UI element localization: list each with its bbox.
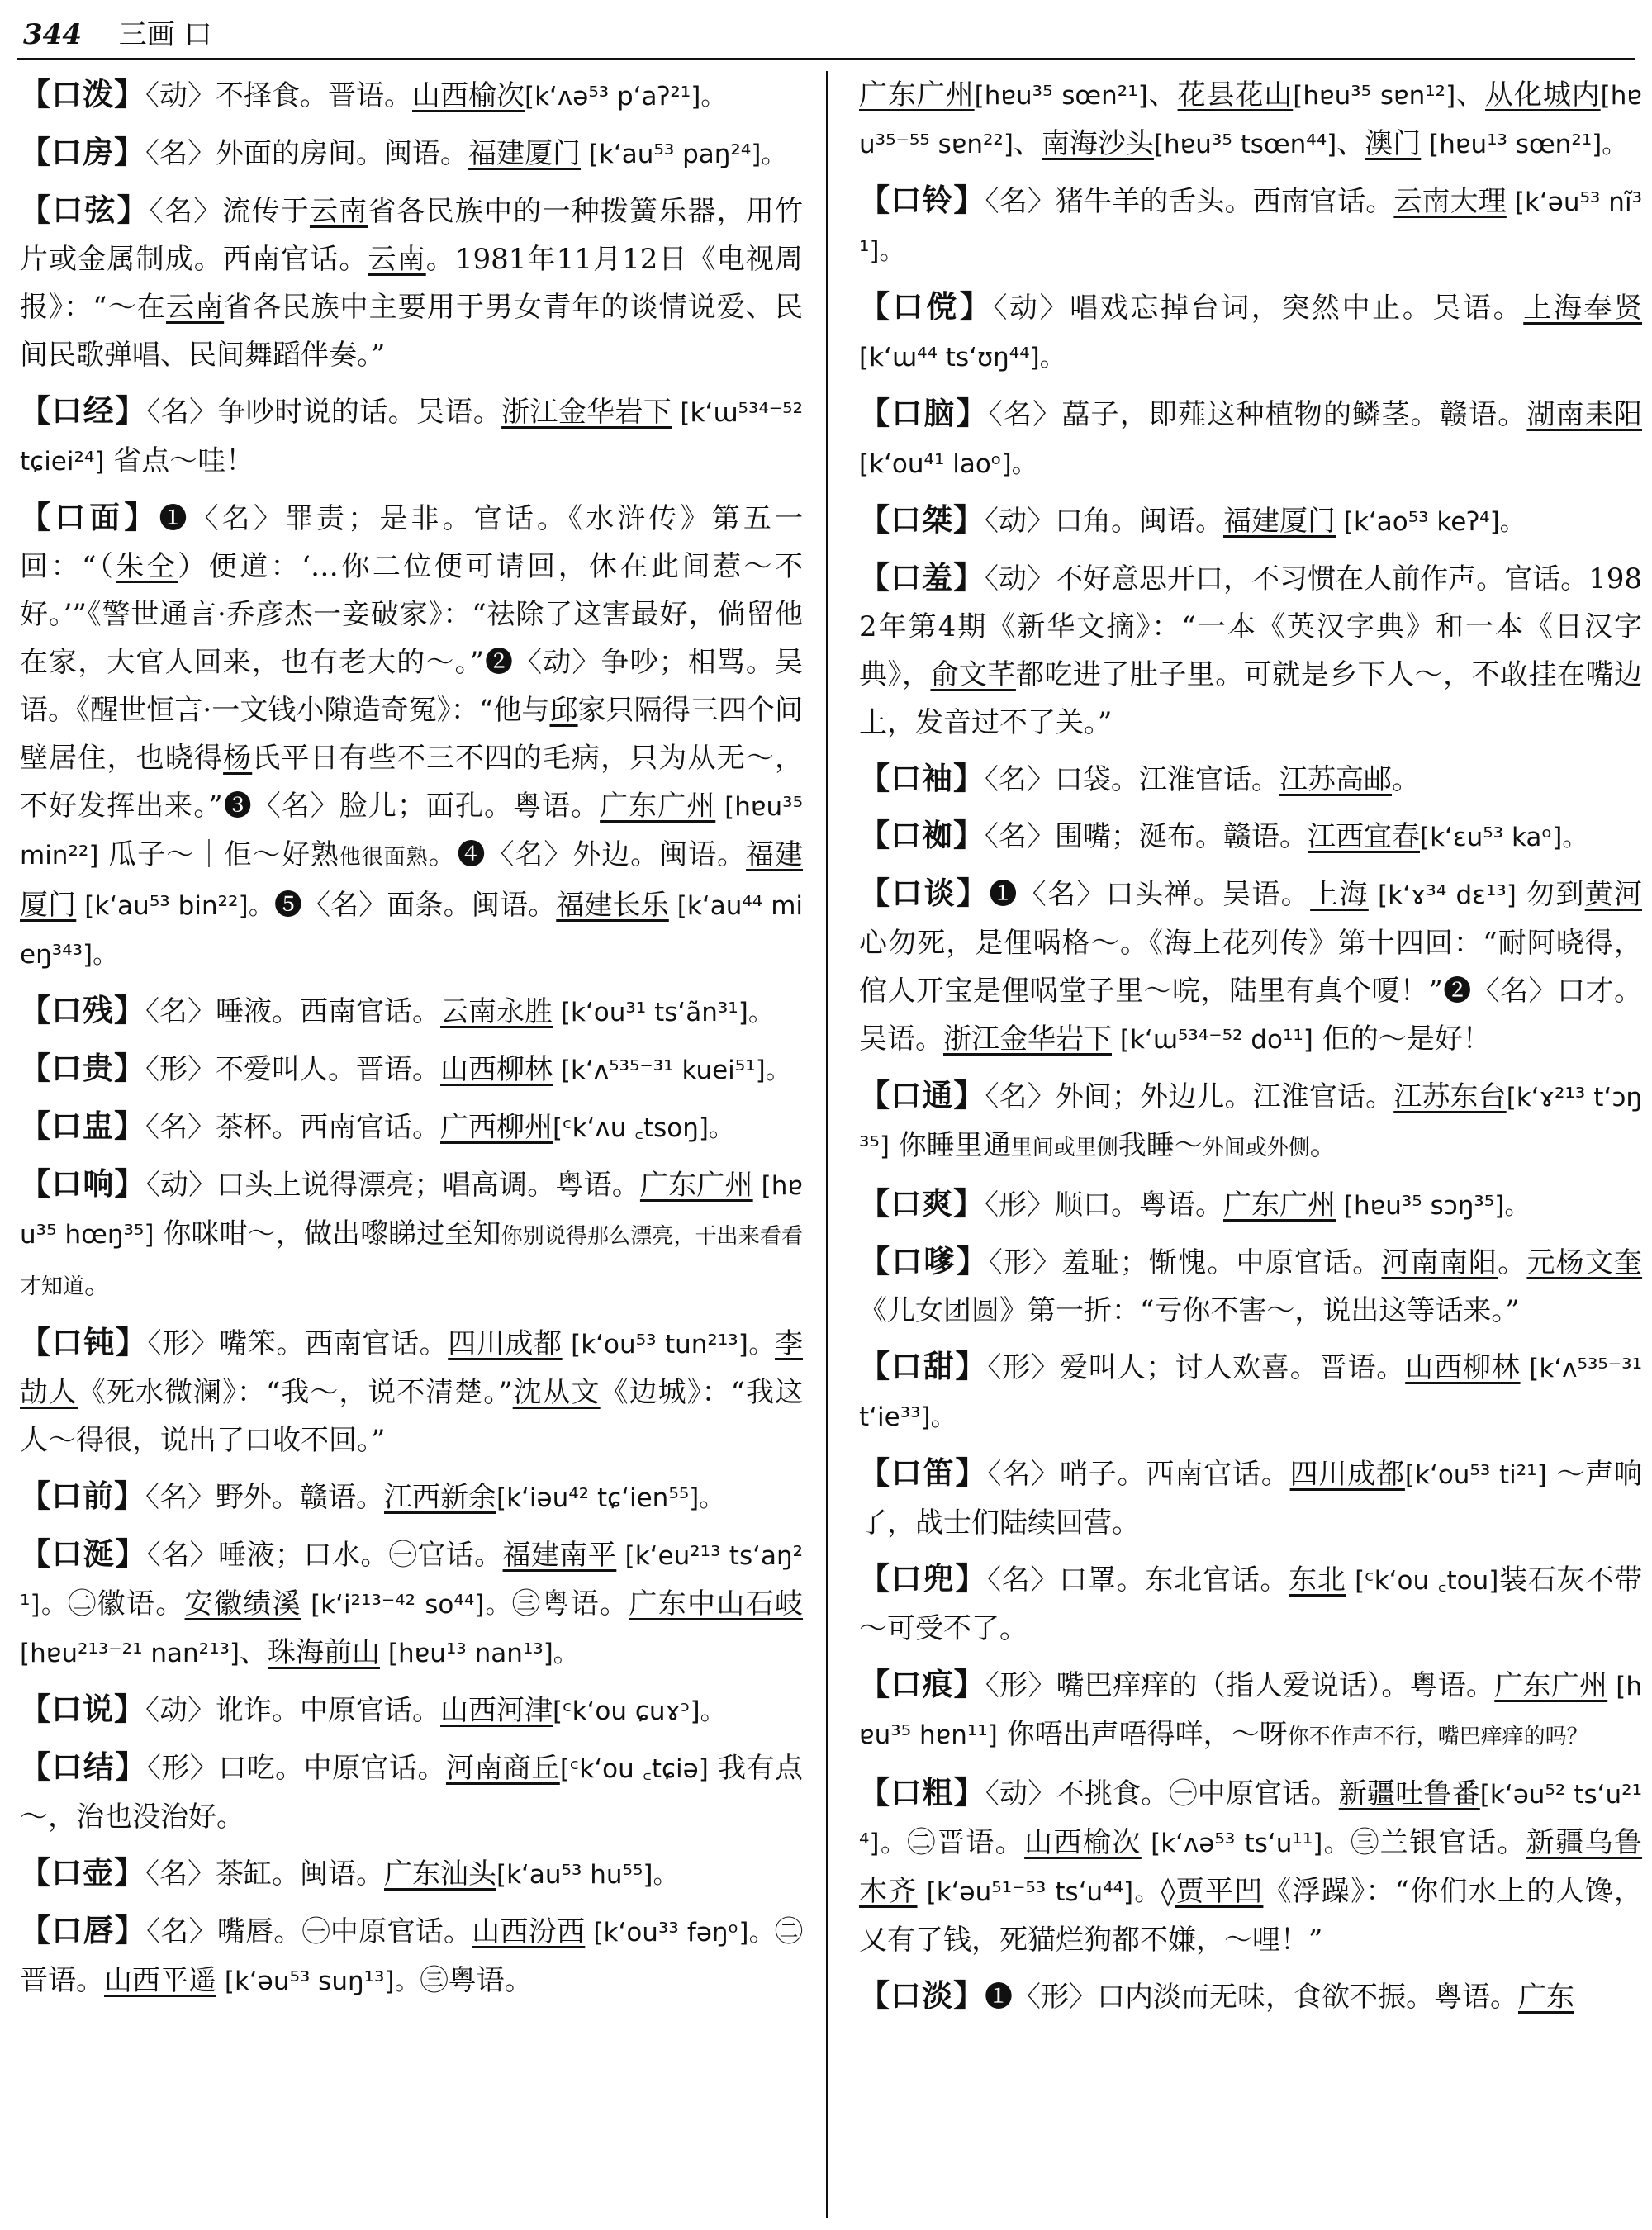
gloss-note: 外间或外侧 (1202, 1136, 1310, 1160)
entry-headword: 【口傥】 (859, 289, 994, 325)
phonetic-transcription: [k‘əu⁵¹⁻⁵³ ts‘u⁴⁴]。 (917, 1877, 1161, 1907)
phonetic-transcription: [hɐu³⁵⁻⁵⁵ sɐn²²] (859, 81, 1643, 159)
running-head (23, 12, 212, 52)
definition-text: 。1981年11月12日《电视周报》：“～在 (20, 243, 803, 324)
gloss-note: 里间或里侧 (1010, 1136, 1118, 1160)
phonetic-transcription: [k‘ɤ²¹³ t‘ɔŋ³⁵] (859, 1083, 1642, 1161)
underlined-name: 东北 (1289, 1563, 1346, 1597)
underlined-name: 新疆吐鲁番 (1338, 1777, 1480, 1810)
phonetic-transcription: [k‘ɤ³⁴ dɛ¹³] (1368, 880, 1517, 910)
dictionary-entry (859, 1661, 1642, 1761)
definition-text: 〈动〉口角。闽语。 (985, 505, 1223, 538)
entry-headword: 【口兜】 (859, 1561, 987, 1597)
definition-text: ❶〈名〉罪责；是非。官话。《水浒传》第五一回：“（ (20, 502, 803, 583)
definition-text: 省各民族中的一种拨簧乐器，用竹片或金属制成。西南官话。 (20, 195, 804, 276)
underlined-name: 广东广州 (600, 790, 716, 823)
dictionary-entry (859, 283, 1642, 382)
header-rule (17, 58, 1635, 60)
entry-headword: 【口粗】 (859, 1775, 985, 1810)
underlined-name: 广西柳州 (440, 1111, 553, 1144)
phonetic-transcription: [hɐu³⁵ hœŋ³⁵] (20, 1171, 804, 1250)
definition-text: 、 (1147, 78, 1178, 112)
definition-text: 瓜子～｜佢～好熟 (98, 838, 339, 871)
definition-text: 都吃进了肚子里。可就是乡下人～，不敢挂在嘴边上，发音过不了关。” (859, 658, 1643, 739)
phonetic-transcription: [hɐu³⁵ min²²] (20, 792, 804, 871)
definition-text: ㊁徽语。 (68, 1587, 185, 1620)
definition-text: 〈形〉嘴巴痒痒的（指人爱说话）。粤语。 (985, 1669, 1495, 1702)
definition-text: 。 (1498, 1246, 1527, 1279)
definition-text: 〈名〉嘴唇。㊀中原官话。 (146, 1915, 472, 1948)
phonetic-transcription: [hɐu³⁵ sœn²¹] (974, 81, 1148, 111)
definition-text: 省点～哇！ (104, 444, 254, 477)
underlined-name: 江西宜春 (1308, 820, 1420, 853)
dictionary-entry (859, 71, 1642, 168)
dictionary-entry (859, 1180, 1642, 1230)
dictionary-entry (20, 71, 803, 121)
underlined-name: 广东 (1518, 1981, 1574, 2014)
dictionary-entry (20, 1473, 803, 1522)
definition-text: 省各民族中主要用于男女青年的谈情说爱、民间民歌弹唱、民间舞蹈伴奏。” (20, 291, 804, 372)
definition-text: 佢的～是好！ (1313, 1022, 1491, 1056)
dictionary-entry (20, 1045, 803, 1094)
underlined-name: 上海 (1310, 878, 1369, 911)
definition-text: 我有点～，治也没治好。 (20, 1752, 804, 1834)
underlined-name: 云南 (165, 291, 225, 324)
phonetic-transcription: [k‘əu⁵² ts‘u²¹⁴]。 (859, 1780, 1643, 1858)
definition-text: 。❹〈名〉外边。闽语。 (428, 838, 747, 871)
definition-text: 〈形〉羞耻；惭愧。中原官话。 (988, 1246, 1382, 1279)
definition-text: 〈名〉唾液；口水。㊀官话。 (146, 1539, 503, 1572)
underlined-name: 李劼人 (20, 1327, 804, 1409)
phonetic-transcription: [ᶜk‘ʌu ꜀tsoŋ]。 (553, 1113, 734, 1143)
underlined-name: 江西新余 (384, 1481, 496, 1514)
definition-text: 。 (1309, 1129, 1338, 1162)
dictionary-entry (20, 1160, 803, 1311)
definition-text: 、 (1455, 78, 1486, 112)
phonetic-transcription: [k‘au⁵³ paŋ²⁴]。 (581, 140, 787, 169)
underlined-name: 俞文芊 (930, 658, 1016, 691)
dictionary-entry (859, 755, 1642, 804)
definition-text: 、 (240, 1636, 268, 1669)
underlined-name: 湖南耒阳 (1526, 398, 1643, 431)
dictionary-entry (859, 870, 1642, 1064)
dictionary-entry (859, 496, 1642, 546)
phonetic-transcription: [hɐu³⁵ sɐn¹²] (1293, 81, 1456, 111)
definition-text: 〈名〉茶杯。西南官话。 (145, 1111, 440, 1144)
dictionary-entry (20, 1319, 803, 1464)
entry-headword: 【口甜】 (859, 1349, 988, 1384)
definition-text: 你唔出声唔得咩，～呀 (997, 1718, 1288, 1751)
dictionary-entry (20, 987, 803, 1037)
entry-headword: 【口通】 (859, 1078, 985, 1113)
phonetic-transcription: [hɐu¹³ sœn²¹]。 (1421, 130, 1628, 159)
definition-text: 。 (84, 1268, 113, 1301)
underlined-name: 山西柳林 (1405, 1351, 1521, 1384)
definition-text: 〈动〉不挑食。㊀中原官话。 (985, 1777, 1339, 1810)
definition-text: 氏平日有些不三不四的毛病，只为从无～，不好发挥出来。”❸〈名〉脸儿；面孔。粤语。 (20, 742, 804, 823)
underlined-name: 福建南平 (502, 1539, 617, 1572)
underlined-name: 元杨文奎 (1526, 1246, 1643, 1279)
section-title: 三画 口 (118, 18, 212, 51)
phonetic-transcription: [k‘ao⁵³ keʔ⁴]。 (1336, 507, 1526, 537)
underlined-name: 山西汾西 (472, 1915, 586, 1948)
dictionary-entry (20, 1686, 803, 1735)
column-divider (826, 71, 828, 2218)
entry-headword: 【口弦】 (20, 192, 150, 228)
definition-text: 〈名〉外面的房间。闽语。 (145, 137, 468, 170)
phonetic-transcription: [k‘ʌ⁵³⁵⁻³¹ t‘ie³³]。 (859, 1354, 1643, 1432)
entry-headword: 【口前】 (20, 1478, 145, 1514)
dictionary-entry (20, 129, 803, 178)
phonetic-transcription: [hɐu³⁵ tsœn⁴⁴] (1153, 130, 1337, 159)
underlined-name: 山西榆次 (412, 79, 525, 112)
left-column (20, 71, 803, 2014)
underlined-name: 浙江金华岩下 (501, 396, 672, 429)
definition-text: 〈名〉藠子，即薤这种植物的鳞茎。赣语。 (988, 398, 1527, 431)
definition-text: 〈形〉不爱叫人。晋语。 (145, 1053, 440, 1086)
definition-text: ㊁晋语。 (907, 1826, 1025, 1859)
phonetic-transcription: [k‘au⁴⁴ mieŋ³⁴³]。 (20, 891, 804, 970)
underlined-name: 云南 (368, 243, 426, 276)
definition-text: 〈动〉不好意思开口，不习惯在人前作声。官话。1982年第4期《新华文摘》：“一本《英汉字典》和一本《日汉字典》， (859, 562, 1642, 691)
phonetic-transcription: [k‘iəu⁴² tɕ‘ien⁵⁵]。 (496, 1483, 725, 1513)
definition-text: 〈名〉茶缸。闽语。 (145, 1858, 384, 1891)
entry-headword: 【口笛】 (859, 1455, 988, 1491)
phonetic-transcription: [k‘ɯ⁴⁴ ts‘ʊŋ⁴⁴]。 (859, 343, 1066, 372)
definition-text: ❺〈名〉面条。闽语。 (273, 889, 557, 922)
dictionary-entry (20, 187, 803, 379)
underlined-name: 河南南阳 (1381, 1246, 1498, 1279)
underlined-name: 贾平凹 (1175, 1875, 1264, 1908)
definition-text: 〈动〉唱戏忘掉台词，突然中止。吴语。 (993, 292, 1524, 325)
entry-headword: 【口桀】 (859, 502, 985, 538)
definition-text: 〈形〉口吃。中原官话。 (146, 1752, 446, 1785)
definition-text: 《浮躁》：“你们水上的人馋，又有了钱，死猫烂狗都不嫌，～哩！” (859, 1875, 1643, 1957)
phonetic-transcription: [hɐu²¹³⁻²¹ nan²¹³] (20, 1639, 240, 1668)
entry-headword: 【口面】 (20, 500, 159, 535)
phonetic-transcription: [hɐu³⁵ hɐn¹¹] (859, 1672, 1643, 1750)
right-column (859, 71, 1642, 2029)
phonetic-transcription: [k‘ɯ⁵³⁴⁻⁵² do¹¹] (1112, 1025, 1313, 1055)
phonetic-transcription: [hɐu¹³ nan¹³]。 (380, 1639, 579, 1668)
phonetic-transcription: [k‘ou⁵³ tun²¹³]。 (562, 1330, 776, 1359)
gloss-note: 你别说得那么漂亮，干出来看看才知道 (20, 1224, 803, 1299)
entry-headword: 【口唇】 (20, 1913, 147, 1948)
definition-text: 〈名〉争吵时说的话。吴语。 (146, 396, 502, 429)
underlined-name: 山西榆次 (1024, 1826, 1142, 1859)
underlined-name: 澳门 (1365, 127, 1422, 160)
dictionary-entry (859, 1072, 1642, 1172)
definition-text: 心勿死，是俚㖞格～。《海上花列传》第十四回：“耐阿晓得，倌人开宝是俚㖞堂子里～唍，陆里有真个嗄！”❷〈名〉口才。吴语。 (859, 927, 1642, 1056)
underlined-name: 珠海前山 (268, 1636, 381, 1669)
entry-headword: 【口袖】 (859, 761, 985, 796)
definition-text: ◊ (1161, 1875, 1175, 1908)
definition-text: 家只隔得三四个间壁居住，也晓得 (20, 694, 803, 775)
underlined-name: 山西柳林 (440, 1053, 553, 1086)
phonetic-transcription: [k‘əu⁵³ nĩ³¹]。 (859, 187, 1642, 266)
definition-text: 。 (1392, 763, 1420, 796)
dictionary-entry (20, 1744, 803, 1841)
underlined-name: 浙江金华岩下 (943, 1022, 1112, 1056)
definition-text: 我睡～ (1118, 1129, 1203, 1162)
phonetic-transcription: [ᶜk‘ou ɕuɤᵓ]。 (553, 1696, 726, 1726)
underlined-name: 广东广州 (1494, 1669, 1608, 1702)
entry-headword: 【口贵】 (20, 1051, 145, 1086)
underlined-name: 福建厦门 (1223, 505, 1336, 538)
definition-text: ～声响了，战士们陆续回营。 (859, 1458, 1643, 1540)
definition-text: 〈形〉顺口。粤语。 (985, 1189, 1223, 1222)
dictionary-entry (859, 1238, 1642, 1335)
entry-headword: 【口壶】 (20, 1855, 145, 1891)
phonetic-transcription: [k‘i²¹³⁻⁴² so⁴⁴]。 (301, 1590, 513, 1620)
underlined-name: 江苏东台 (1393, 1080, 1507, 1113)
definition-text: 〈名〉围嘴；涎布。赣语。 (985, 820, 1308, 853)
definition-text: 〈名〉口袋。江淮官话。 (985, 763, 1279, 796)
entry-headword: 【口谈】 (859, 875, 990, 911)
phonetic-transcription: [hɐu³⁵ sɔŋ³⁵]。 (1336, 1191, 1531, 1221)
definition-text: 〈名〉口罩。东北官话。 (986, 1563, 1289, 1597)
definition-text: 〈动〉不择食。晋语。 (145, 79, 412, 112)
gloss-note: 他很面熟 (339, 845, 429, 870)
phonetic-transcription: [k‘ʌə⁵³ ts‘u¹¹]。 (1141, 1829, 1351, 1858)
entry-headword: 【口羞】 (859, 560, 985, 595)
underlined-name: 福建厦门 (20, 838, 803, 922)
definition-text: 〈名〉唾液。西南官话。 (145, 995, 440, 1028)
entry-headword: 【口盅】 (20, 1108, 145, 1144)
underlined-name: 花县花山 (1177, 78, 1294, 112)
underlined-name: 广东广州 (639, 1169, 753, 1202)
underlined-name: 沈从文 (512, 1376, 601, 1409)
entry-headword: 【口铃】 (859, 183, 985, 218)
definition-text: ❶〈形〉口内淡而无味，食欲不振。粤语。 (985, 1981, 1518, 2014)
entry-headword: 【口钝】 (20, 1325, 148, 1360)
definition-text: ）便道：‘…你二位便可请回，休在此间惹～不好。’”《警世通言·乔彦杰一妾破家》：“祛除了这害最好，倘留他在家，大官人回来，也有老大的～。”❷〈动〉争吵；相骂。吴语。《醒世恒言·一文钱小隙造奇冤》：“他与 (20, 550, 804, 727)
dictionary-entry (859, 812, 1642, 861)
definition-text: 你咪咁～，做出嚟睇过至知 (154, 1217, 501, 1250)
underlined-name: 广东中山石岐 (629, 1587, 804, 1620)
underlined-name: 山西平遥 (104, 1964, 216, 1997)
definition-text: 、 (1013, 127, 1042, 160)
definition-text: 《边城》：“我这人～得很，说出了口收不回。” (20, 1376, 804, 1457)
definition-text: ㊁晋语。 (20, 1915, 803, 1997)
phonetic-transcription: [k‘ou³¹ ts‘ãn³¹]。 (553, 998, 774, 1027)
underlined-name: 云南大理 (1393, 185, 1507, 218)
underlined-name: 新疆乌鲁木齐 (859, 1826, 1643, 1908)
definition-text: 、 (1336, 127, 1365, 160)
underlined-name: 黄河 (1584, 878, 1643, 911)
underlined-name: 福建厦门 (468, 137, 581, 170)
definition-text: 装石灰不带～可受不了。 (859, 1563, 1643, 1645)
phonetic-transcription: [k‘au⁵³ bin²²]。 (76, 891, 274, 921)
underlined-name: 云南 (309, 195, 368, 228)
definition-text: 《儿女团圆》第一折：“亏你不害～，说出这等话来。” (859, 1294, 1520, 1327)
phonetic-transcription: [ᶜk‘ou ꜀tou] (1346, 1566, 1499, 1596)
dictionary-entry (859, 1972, 1642, 2021)
phonetic-transcription: [k‘ou³³ fəŋᵒ]。 (585, 1918, 775, 1948)
definition-text: 〈形〉爱叫人；讨人欢喜。晋语。 (987, 1351, 1406, 1384)
phonetic-transcription: [k‘ou⁵³ ti²¹] (1404, 1460, 1547, 1490)
underlined-name: 南海沙头 (1041, 127, 1154, 160)
dictionary-entry (20, 1530, 803, 1677)
dictionary-entry (859, 390, 1642, 488)
underlined-name: 广东汕头 (384, 1858, 496, 1891)
definition-text: ㊂粤语。 (420, 1964, 533, 1997)
entry-headword: 【口房】 (20, 135, 145, 170)
dictionary-entry (859, 177, 1642, 275)
dictionary-entry (20, 387, 803, 486)
definition-text: 〈名〉哨子。西南官话。 (987, 1458, 1290, 1491)
definition-text: 〈动〉讹诈。中原官话。 (145, 1694, 440, 1727)
page-number: 344 (23, 18, 82, 51)
definition-text: 〈形〉嘴笨。西南官话。 (147, 1327, 449, 1360)
phonetic-transcription: [k‘ʌ⁵³⁵⁻³¹ kuei⁵¹]。 (553, 1056, 791, 1085)
phonetic-transcription: [k‘ɛu⁵³ kaᵒ]。 (1420, 823, 1588, 852)
entry-headword: 【口说】 (20, 1691, 145, 1727)
entry-headword: 【口响】 (20, 1166, 146, 1202)
entry-headword: 【口涎】 (20, 1536, 147, 1572)
phonetic-transcription: [k‘eu²¹³ ts‘aŋ²¹]。 (20, 1541, 804, 1620)
phonetic-transcription: [k‘ou⁴¹ laoᵒ]。 (859, 449, 1037, 479)
entry-headword: 【口经】 (20, 393, 147, 429)
underlined-name: 杨 (223, 742, 253, 775)
dictionary-entry (20, 1103, 803, 1152)
phonetic-transcription: [k‘au⁵³ hu⁵⁵]。 (496, 1860, 679, 1890)
dictionary-entry (859, 554, 1642, 747)
underlined-name: 福建长乐 (556, 889, 669, 922)
entry-headword: 【口脑】 (859, 396, 989, 431)
underlined-name: 江苏高邮 (1279, 763, 1392, 796)
underlined-name: 河南商丘 (445, 1752, 560, 1785)
phonetic-transcription: [k‘ʌə⁵³ p‘aʔ²¹]。 (525, 82, 727, 112)
dictionary-entry (859, 1450, 1642, 1547)
entry-headword: 【口结】 (20, 1749, 147, 1785)
underlined-name: 上海奉贤 (1523, 292, 1643, 325)
definition-text: 《死水微澜》：“我～，说不清楚。” (78, 1376, 513, 1409)
definition-text: ㊂兰银官话。 (1351, 1826, 1526, 1859)
entry-headword: 【口爽】 (859, 1186, 985, 1222)
underlined-name: 四川成都 (1289, 1458, 1405, 1491)
underlined-name: 广东广州 (1223, 1189, 1336, 1222)
entry-headword: 【口袽】 (859, 818, 985, 853)
entry-headword: 【口嗲】 (859, 1244, 989, 1279)
entry-headword: 【口淡】 (859, 1978, 985, 2014)
definition-text: 〈动〉口头上说得漂亮；唱高调。粤语。 (145, 1169, 640, 1202)
definition-text: 〈名〉猪牛羊的舌头。西南官话。 (985, 185, 1394, 218)
definition-text: 〈名〉野外。赣语。 (145, 1481, 384, 1514)
dictionary-entry (859, 1343, 1642, 1441)
dictionary-entry (20, 1849, 803, 1899)
phonetic-transcription: [k‘əu⁵³ suŋ¹³]。 (216, 1967, 420, 1996)
definition-text: ❶〈名〉口头禅。吴语。 (989, 878, 1311, 911)
dictionary-entry (20, 494, 803, 979)
dictionary-entry (20, 1907, 803, 2005)
underlined-name: 广东广州 (859, 78, 975, 112)
phonetic-transcription: [k‘ɯ⁵³⁴⁻⁵² tɕiei²⁴] (20, 398, 804, 477)
phonetic-transcription: [ᶜk‘ou ꜀tɕiə] (559, 1754, 709, 1784)
underlined-name: 四川成都 (448, 1327, 563, 1360)
entry-headword: 【口痕】 (859, 1667, 985, 1702)
definition-text: 你睡里通 (889, 1129, 1011, 1162)
definition-text: 〈名〉外间；外边儿。江淮官话。 (985, 1080, 1394, 1113)
underlined-name: 从化城内 (1485, 78, 1601, 112)
underlined-name: 云南永胜 (440, 995, 553, 1028)
dictionary-entry (859, 1555, 1642, 1653)
underlined-name: 邱 (549, 694, 578, 727)
entry-headword: 【口泼】 (20, 77, 145, 112)
underlined-name: 山西河津 (440, 1694, 553, 1727)
definition-text: 〈名〉流传于 (149, 195, 310, 228)
gloss-note: 你不作声不行，嘴巴痒痒的吗？ (1287, 1725, 1588, 1749)
dictionary-entry (859, 1769, 1642, 1964)
definition-text: ㊂粤语。 (512, 1587, 629, 1620)
entry-headword: 【口残】 (20, 993, 145, 1028)
underlined-name: 朱仝 (116, 550, 178, 583)
definition-text: 勿到 (1516, 878, 1585, 911)
underlined-name: 安徽绩溪 (184, 1587, 301, 1620)
